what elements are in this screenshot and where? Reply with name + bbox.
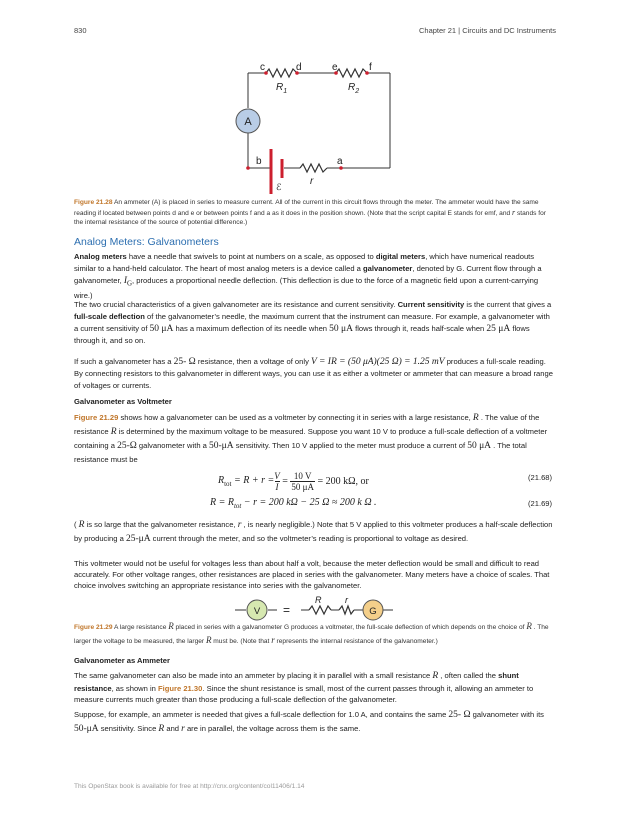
section-title: Analog Meters: Galvanometers xyxy=(74,236,219,248)
point-c-label: c xyxy=(260,62,265,73)
r1-label: $R_1$ xyxy=(276,82,288,95)
chapter-header: Chapter 21 | Circuits and DC Instruments xyxy=(418,26,556,35)
equals-sign: = xyxy=(283,603,291,617)
internal-r-label: r xyxy=(310,176,314,187)
paragraph-shunt-resistance: The same galvanometer can also be made into an ammeter by placing it in parallel with a small resistance R , often called the shunt resistance, as shown in Figure 21.30. Since the shunt resistance is small, most of the current passes through it, allowing an ammeter to measure currents much greater than those producing a full-scale deflection of the galvanometer. xyxy=(74,671,534,704)
subheading-voltmeter: Galvanometer as Voltmeter xyxy=(74,397,172,406)
point-e-label: e xyxy=(332,62,338,73)
paragraph-analog-meters: Analog meters have a needle that swivels to point at numbers on a scale, as opposed to digital meters, which have numerical readouts similar to a hand-held calculator. The heart of most analog meters is a device called a galvanometer, denoted by G. Current flow through a galvanometer, $I_G$, produces a proportional needle deflection. (This deflection is due to the force of a magnetic field upon a current-carrying wire.) xyxy=(74,252,542,300)
voltmeter-label: V xyxy=(253,606,261,617)
paragraph-current-sensitivity: The two crucial characteristics of a given galvanometer are its resistance and current sensitivity. Current sensitivity is the current that gives a full-scale deflection of the galvanometer’s needle, the maximum current that the instrument can measure. For example, a galvanometer with a current sensitivity of 50 μA has a maximum deflection of its needle when 50 μA flows through it, reads half-scale when 25 μA flows through it, and so on. xyxy=(74,300,552,345)
equation-number-21-69: (21.69) xyxy=(528,499,553,508)
paragraph-voltmeter: Figure 21.29 shows how a galvanometer can be used as a voltmeter by connecting it in series with a large resistance, R . The value of the resistance R is determined by the maximum voltage to be measured. Suppose you want 10 V to produce a full-scale deflection of a voltmeter containing a 25-Ω galvanometer with a 50-μA sensitivity. Then 10 V applied to the meter must produce a current of 50 μA . The total resistance must be xyxy=(74,413,548,464)
figure-21-29-caption: Figure 21.29 A large resistance R placed in series with a galvanometer G produces a voltmeter, the full-scale deflection of which depends on the choice of R . The larger the voltage to be measured, the larger R must be. (Note that r represents the internal resistance of the galvanometer.) xyxy=(74,621,549,645)
figure-21-30-link[interactable]: Figure 21.30 xyxy=(158,683,203,693)
equation-number-21-68: (21.68) xyxy=(528,473,553,482)
paragraph-ammeter-example: Suppose, for example, an ammeter is needed that gives a full-scale deflection for 1.0 A, and contains the same 25- Ω galvanometer with its 50-μA sensitivity. Since R and r are in parallel, the voltage across them is the same. xyxy=(74,710,544,734)
ammeter-series-circuit xyxy=(230,58,405,198)
emf-label: ℰ xyxy=(276,182,282,192)
resistor-r-label: R xyxy=(315,595,322,605)
subheading-ammeter: Galvanometer as Ammeter xyxy=(74,656,170,665)
figure-21-29-link[interactable]: Figure 21.29 xyxy=(74,413,119,422)
r2-label: $R_2$ xyxy=(348,82,360,95)
paragraph-half-scale: ( R is so large that the galvanometer resistance, r , is nearly negligible.) Note that 5 V applied to this voltmeter produces a half-scale deflection by producing a 25-μA current through the meter, and so the voltmeter’s reading is proportional to voltage as desired. xyxy=(74,520,553,544)
figure-21-28-caption: Figure 21.28 An ammeter (A) is placed in series to measure current. All of the current in this circuit flows through the meter. The ammeter would have the same reading if located between points d and e or between points f and a as it does in the position shown. (Note that the script capital E stands for emf, and r stands for the internal resistance of the source of potential difference.) xyxy=(74,199,546,226)
paragraph-full-scale-voltage: If such a galvanometer has a 25- Ω resistance, then a voltage of only V = IR = (50 μA)(25 Ω) = 1.25 mV produces a full-scale reading. By connecting resistors to this galvanometer in different ways, you can use it as either a voltmeter or ammeter that can measure a broad range of voltages or currents. xyxy=(74,357,553,390)
footer-note: This OpenStax book is available for free at http://cnx.org/content/col11406/1.14 xyxy=(74,783,305,790)
internal-r-label: r xyxy=(345,595,348,605)
page-number: 830 xyxy=(74,26,87,35)
ammeter-label: A xyxy=(244,116,252,128)
galvanometer-label: G xyxy=(369,606,377,617)
equation-21-68: $R_{tot} = R + r$ = $\frac{V}{I}$ = $\frac{10 V}{50 \mu A}$ = 200 kΩ, or xyxy=(218,471,369,492)
point-d-label: d xyxy=(296,62,302,73)
point-f-label: f xyxy=(369,62,372,73)
point-b-label: b xyxy=(256,156,262,167)
equation-21-69: $R = R_{tot} - r = 200$ kΩ − 25 Ω ≈ 200 k Ω . xyxy=(210,497,377,510)
paragraph-voltage-ranges: This voltmeter would not be useful for voltages less than about half a volt, because the meter deflection would be small and difficult to read accurately. For other voltage ranges, other resistances are placed in series with the galvanometer. Many meters have a choice of scales. That choice involves switching an appropriate resistance into series with the galvanometer. xyxy=(74,559,550,590)
point-a-label: a xyxy=(337,156,343,167)
